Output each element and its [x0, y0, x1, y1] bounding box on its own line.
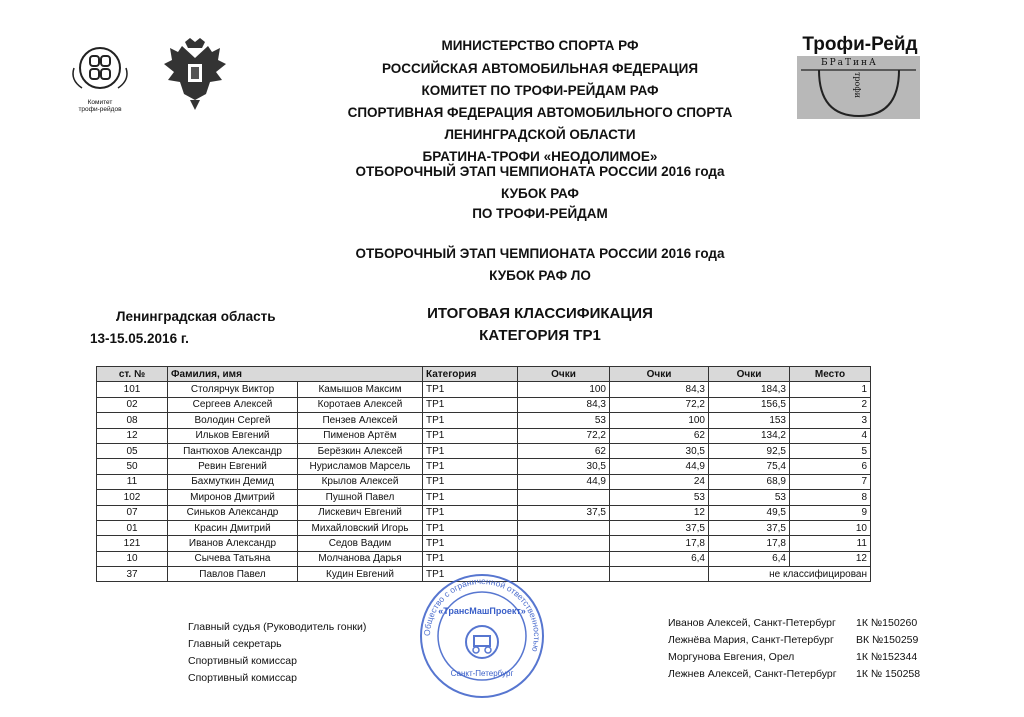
cell-points-1: 30,5 [518, 459, 610, 474]
cell-points-3: 17,8 [709, 536, 790, 551]
category-title: КАТЕГОРИЯ ТР1 [479, 327, 601, 344]
cell-category: ТР1 [423, 382, 518, 397]
cell-place: 11 [790, 536, 871, 551]
cell-driver: Павлов Павел [168, 567, 298, 582]
name-commissar-1: Моргунова Евгения, Орел [668, 651, 795, 663]
cell-points-2: 24 [610, 474, 709, 489]
cell-category: ТР1 [423, 536, 518, 551]
cell-number: 102 [97, 490, 168, 505]
cell-category: ТР1 [423, 505, 518, 520]
cell-points-1: 84,3 [518, 397, 610, 412]
double-headed-eagle-icon [160, 38, 230, 110]
cell-driver: Ильков Евгений [168, 428, 298, 443]
role-commissar-1: Спортивный комиссар [188, 655, 297, 667]
cell-points-3: 49,5 [709, 505, 790, 520]
cell-place: 10 [790, 520, 871, 535]
cell-number: 01 [97, 520, 168, 535]
cell-points-2: 37,5 [610, 520, 709, 535]
cell-points-2: 12 [610, 505, 709, 520]
license-commissar-1: 1К №152344 [856, 651, 918, 663]
cell-codriver: Берёзкин Алексей [298, 443, 423, 458]
license-chief-judge: 1К №150260 [856, 617, 918, 629]
brand-vertical: трофи [853, 72, 862, 98]
cell-number: 10 [97, 551, 168, 566]
logo-caption-2: трофи-рейдов [78, 106, 122, 113]
cell-driver: Бахмуткин Демид [168, 474, 298, 489]
cell-points-3: 134,2 [709, 428, 790, 443]
cell-driver: Миронов Дмитрий [168, 490, 298, 505]
subheader-line-2: КУБОК РАФ ЛО [489, 268, 591, 283]
cell-codriver: Коротаев Алексей [298, 397, 423, 412]
cell-category: ТР1 [423, 551, 518, 566]
cell-category: ТР1 [423, 459, 518, 474]
col-header-place: Место [790, 367, 871, 382]
cell-points-3: 184,3 [709, 382, 790, 397]
col-header-names: Фамилия, имя [168, 367, 423, 382]
cell-codriver: Нурисламов Марсель [298, 459, 423, 474]
role-chief-secretary: Главный секретарь [188, 638, 282, 650]
cell-place: 8 [790, 490, 871, 505]
cell-points-2: 72,2 [610, 397, 709, 412]
brand-title: Трофи-Рейд [802, 34, 918, 55]
header-line-3: КОМИТЕТ ПО ТРОФИ-РЕЙДАМ РАФ [421, 83, 659, 98]
bratina-logo [797, 56, 920, 119]
cell-place: 1 [790, 382, 871, 397]
license-commissar-2: 1К № 150258 [856, 668, 921, 680]
cell-codriver: Пензев Алексей [298, 413, 423, 428]
cell-points-3: 156,5 [709, 397, 790, 412]
cell-driver: Столярчук Виктор [168, 382, 298, 397]
cell-number: 12 [97, 428, 168, 443]
event-dates: 13-15.05.2016 г. [90, 331, 189, 346]
cell-driver: Сычева Татьяна [168, 551, 298, 566]
cell-points-2: 44,9 [610, 459, 709, 474]
cell-place: 12 [790, 551, 871, 566]
committee-emblem-icon [64, 44, 136, 94]
cell-place: 7 [790, 474, 871, 489]
subheader-line-1: ОТБОРОЧНЫЙ ЭТАП ЧЕМПИОНАТА РОССИИ 2016 года [355, 246, 725, 261]
cell-driver: Сергеев Алексей [168, 397, 298, 412]
cell-number: 37 [97, 567, 168, 582]
cell-points-2: 30,5 [610, 443, 709, 458]
col-header-category: Категория [423, 367, 518, 382]
coat-of-arms [160, 38, 230, 110]
brand-word: БРаТинА [821, 58, 878, 68]
cell-category: ТР1 [423, 490, 518, 505]
cell-points-1: 53 [518, 413, 610, 428]
header-line-5: ЛЕНИНГРАДСКОЙ ОБЛАСТИ [444, 127, 636, 142]
table-row [97, 428, 871, 443]
cell-points-3: 6,4 [709, 551, 790, 566]
cell-driver: Володин Сергей [168, 413, 298, 428]
cell-category: ТР1 [423, 397, 518, 412]
cell-category: ТР1 [423, 520, 518, 535]
cell-points-3: 75,4 [709, 459, 790, 474]
cell-points-3: 68,9 [709, 474, 790, 489]
cell-driver: Красин Дмитрий [168, 520, 298, 535]
col-header-points-1: Очки [518, 367, 610, 382]
cell-codriver: Крылов Алексей [298, 474, 423, 489]
cell-driver: Пантюхов Александр [168, 443, 298, 458]
cell-points-3: 153 [709, 413, 790, 428]
stamp-city: Санкт-Петербург [450, 669, 514, 678]
cell-points-1: 72,2 [518, 428, 610, 443]
cell-driver: Иванов Александр [168, 536, 298, 551]
cell-number: 08 [97, 413, 168, 428]
cell-points-1: 100 [518, 382, 610, 397]
cell-driver: Синьков Александр [168, 505, 298, 520]
col-header-points-2: Очки [610, 367, 709, 382]
cell-number: 121 [97, 536, 168, 551]
cell-codriver: Молчанова Дарья [298, 551, 423, 566]
cell-points-1 [518, 520, 610, 535]
cell-place: 9 [790, 505, 871, 520]
table-header-row [97, 367, 871, 382]
cell-number: 05 [97, 443, 168, 458]
classification-title: ИТОГОВАЯ КЛАССИФИКАЦИЯ [427, 305, 653, 322]
col-header-points-3: Очки [709, 367, 790, 382]
name-chief-secretary: Лежнёва Мария, Санкт-Петербург [668, 634, 834, 646]
table-row [97, 459, 871, 474]
cell-codriver: Пименов Артём [298, 428, 423, 443]
col-header-number: ст. № [97, 367, 168, 382]
cell-note: не классифицирован [709, 567, 871, 582]
table-row [97, 413, 871, 428]
header-line-8: КУБОК РАФ [501, 186, 579, 201]
results-table [96, 366, 871, 582]
cell-points-1 [518, 551, 610, 566]
stamp-seal-icon [418, 572, 546, 700]
license-chief-secretary: ВК №150259 [856, 634, 919, 646]
cell-points-2: 100 [610, 413, 709, 428]
cell-place: 2 [790, 397, 871, 412]
region-label: Ленинградская область [116, 309, 276, 324]
table-row [97, 536, 871, 551]
table-row [97, 382, 871, 397]
cell-points-3: 37,5 [709, 520, 790, 535]
cell-points-2: 84,3 [610, 382, 709, 397]
cell-place: 5 [790, 443, 871, 458]
header-line-2: РОССИЙСКАЯ АВТОМОБИЛЬНАЯ ФЕДЕРАЦИЯ [381, 61, 699, 76]
table-row [97, 505, 871, 520]
cell-category: ТР1 [423, 567, 518, 582]
cell-points-3: 92,5 [709, 443, 790, 458]
cell-category: ТР1 [423, 443, 518, 458]
cell-codriver: Седов Вадим [298, 536, 423, 551]
table-row [97, 520, 871, 535]
header-line-9: ПО ТРОФИ-РЕЙДАМ [472, 206, 608, 221]
cell-codriver: Камышов Максим [298, 382, 423, 397]
role-chief-judge: Главный судья (Руководитель гонки) [188, 621, 367, 633]
cell-points-1: 37,5 [518, 505, 610, 520]
cell-category: ТР1 [423, 474, 518, 489]
cell-points-2 [610, 567, 709, 582]
role-commissar-2: Спортивный комиссар [188, 672, 297, 684]
cell-codriver: Кудин Евгений [298, 567, 423, 582]
cell-number: 07 [97, 505, 168, 520]
header-line-6: БРАТИНА-ТРОФИ «НЕОДОЛИМОЕ» [422, 149, 658, 164]
cell-category: ТР1 [423, 428, 518, 443]
cell-points-3: 53 [709, 490, 790, 505]
name-commissar-2: Лежнев Алексей, Санкт-Петербург [668, 668, 837, 680]
cell-place: 6 [790, 459, 871, 474]
cell-number: 50 [97, 459, 168, 474]
logo-caption-1: Комитет [87, 99, 113, 106]
cell-points-2: 62 [610, 428, 709, 443]
name-chief-judge: Иванов Алексей, Санкт-Петербург [668, 617, 836, 629]
table-row [97, 397, 871, 412]
cell-codriver: Михайловский Игорь [298, 520, 423, 535]
cell-points-1: 44,9 [518, 474, 610, 489]
cell-number: 101 [97, 382, 168, 397]
cell-codriver: Лискевич Евгений [298, 505, 423, 520]
cell-driver: Ревин Евгений [168, 459, 298, 474]
table-row [97, 474, 871, 489]
cell-points-1 [518, 536, 610, 551]
cell-points-1 [518, 490, 610, 505]
table-row [97, 551, 871, 566]
table-row [97, 490, 871, 505]
cell-number: 02 [97, 397, 168, 412]
stamp-company: «ТрансМашПроект» [438, 606, 526, 616]
cell-number: 11 [97, 474, 168, 489]
cell-codriver: Пушной Павел [298, 490, 423, 505]
header-line-4: СПОРТИВНАЯ ФЕДЕРАЦИЯ АВТОМОБИЛЬНОГО СПОРТА [347, 105, 733, 120]
company-stamp [418, 572, 546, 700]
committee-logo [64, 44, 136, 113]
cell-points-2: 53 [610, 490, 709, 505]
cell-category: ТР1 [423, 413, 518, 428]
cell-place: 4 [790, 428, 871, 443]
cell-place: 3 [790, 413, 871, 428]
cell-points-2: 17,8 [610, 536, 709, 551]
cell-points-2: 6,4 [610, 551, 709, 566]
cell-points-1: 62 [518, 443, 610, 458]
header-line-1: МИНИСТЕРСТВО СПОРТА РФ [441, 38, 639, 53]
table-row [97, 443, 871, 458]
header-line-7: ОТБОРОЧНЫЙ ЭТАП ЧЕМПИОНАТА РОССИИ 2016 года [355, 164, 725, 179]
stamp-ring-text: Общество с ограниченной ответственностью [421, 575, 543, 653]
